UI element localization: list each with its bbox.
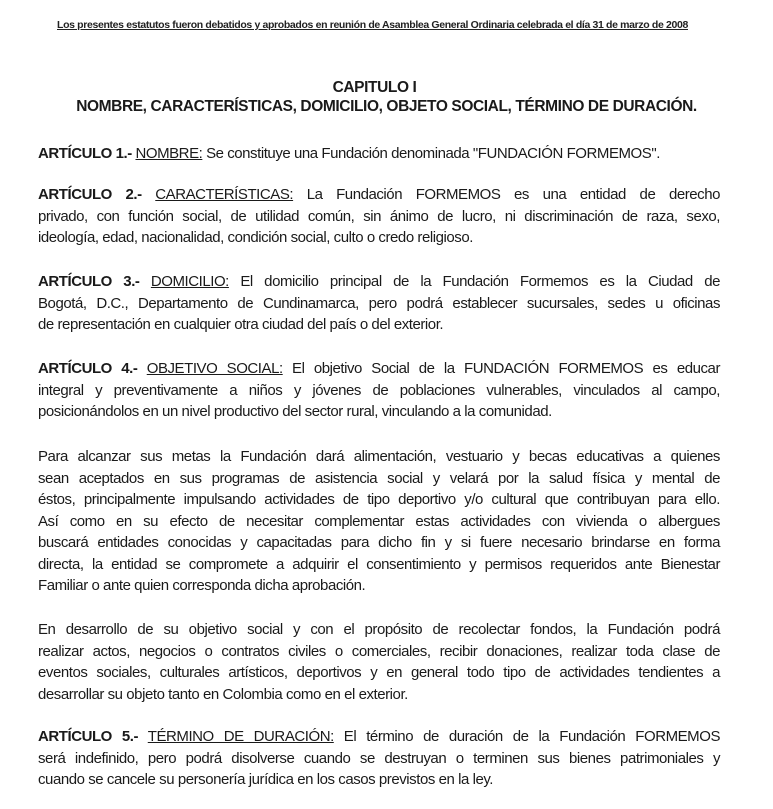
article-line	[38, 184, 720, 206]
article-text: El término de duración de la Fundación FORMEMOS	[343, 728, 721, 745]
article-text: Se constituye una Fundación denominada "FUNDACIÓN FORMEMOS".	[206, 145, 660, 162]
paragraph-line: éstos, principalmente impulsando actividades de tipo deportivo y/o cultural que contribuyan para ello.	[38, 491, 720, 508]
article-label: ARTÍCULO 4.-	[38, 360, 138, 377]
article-4	[38, 358, 720, 423]
chapter-number: CAPITULO I	[332, 79, 417, 96]
article-label: ARTÍCULO 3.-	[38, 273, 140, 290]
paragraph-line: sean aceptados en sus programas de asistencia social y velará por la salud física y mental de	[38, 469, 720, 487]
paragraph-line: eventos sociales, culturales artísticos, deportivos y en general todo tipo de actividades tendientes a	[38, 664, 720, 681]
paragraph-line: buscará entidades conocidas y capacitadas para dicho fin y si fuere necesario brindarse en forma	[38, 534, 720, 551]
article-line: integral y preventivamente a niños y jóvenes de poblaciones vulnerables, vinculados al campo,	[38, 381, 720, 399]
article-text: La Fundación FORMEMOS es una entidad de derecho	[306, 186, 720, 203]
paragraph-line: En desarrollo de su objetivo social y con el propósito de recolectar fondos, la Fundación podrá	[38, 621, 720, 638]
article-line: será indefinido, pero podrá disolverse cuando se destruyan o terminen sus bienes patrimoniales y	[38, 749, 720, 767]
approval-note: Los presentes estatutos fueron debatidos y aprobados en reunión de Asamblea General Ordinaria celebrada el día 31 de marzo de 2008	[57, 19, 688, 31]
article-label: ARTÍCULO 2.-	[38, 186, 142, 203]
article-5	[38, 726, 720, 791]
article-name: CARACTERÍSTICAS:	[155, 186, 294, 203]
article-line: privado, con función social, de utilidad común, sin ánimo de lucro, ni discriminación de raza, sexo,	[38, 207, 720, 225]
article-name: TÉRMINO DE DURACIÓN:	[147, 728, 334, 745]
article-text: El objetivo Social de la FUNDACIÓN FORMEMOS es educar	[292, 360, 720, 377]
article-3	[38, 271, 720, 336]
article-1	[38, 143, 720, 165]
article-line: posicionándolos en un nivel productivo del sector rural, vinculando a la comunidad.	[38, 403, 552, 420]
article-line	[38, 726, 720, 748]
article-name: DOMICILIO:	[150, 273, 229, 290]
paragraph-line: Así como en su efecto de necesitar complementar estas actividades con vivienda o albergues	[38, 512, 720, 530]
paragraph-goals	[38, 446, 720, 597]
chapter-title: NOMBRE, CARACTERÍSTICAS, DOMICILIO, OBJETO SOCIAL, TÉRMINO DE DURACIÓN.	[76, 98, 697, 115]
article-line	[38, 358, 720, 380]
article-line: de representación en cualquier otra ciudad del país o del exterior.	[38, 316, 444, 333]
article-label: ARTÍCULO 5.-	[38, 728, 139, 745]
article-text: El domicilio principal de la Fundación Formemos es la Ciudad de	[240, 273, 721, 290]
paragraph-line: realizar actos, negocios o contratos civiles o comerciales, recibir donaciones, realizar toda clase de	[38, 642, 720, 660]
article-name: OBJETIVO SOCIAL:	[146, 360, 283, 377]
article-line: cuando se cancele su personería jurídica en los casos previstos en la ley.	[38, 771, 494, 788]
article-line	[38, 143, 720, 165]
article-label: ARTÍCULO 1.-	[38, 145, 132, 162]
paragraph-line: Para alcanzar sus metas la Fundación dará alimentación, vestuario y becas educativas a quienes	[38, 448, 720, 465]
article-line: Bogotá, D.C., Departamento de Cundinamarca, pero podrá establecer sucursales, sedes u oficinas	[38, 294, 720, 312]
article-line: ideología, edad, nacionalidad, condición social, culto o credo religioso.	[38, 229, 473, 246]
article-line	[38, 271, 720, 293]
paragraph-line: directa, la entidad se compromete a adquirir el consentimiento y permisos requeridos ante Bienestar	[38, 555, 720, 573]
article-name: NOMBRE:	[135, 145, 203, 162]
paragraph-development	[38, 619, 720, 705]
paragraph-line: desarrollar su objeto tanto en Colombia como en el exterior.	[38, 685, 408, 703]
paragraph-line: Familiar o ante quien corresponda dicha aprobación.	[38, 577, 366, 594]
article-2	[38, 184, 720, 249]
